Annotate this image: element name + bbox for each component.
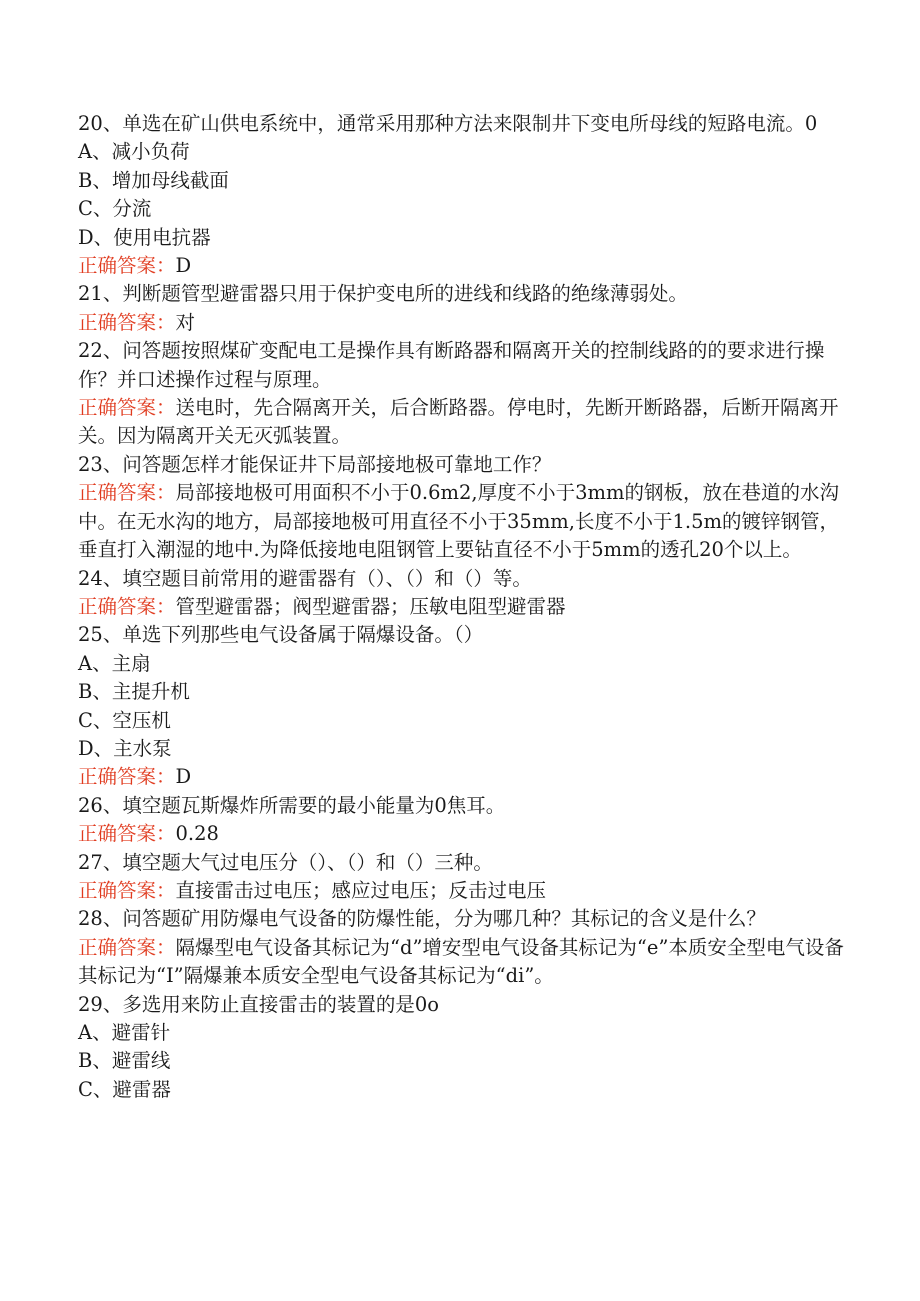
answer-line bbox=[78, 877, 858, 905]
option-item: D、使用电抗器 bbox=[78, 225, 211, 249]
option-item: C、避雷器 bbox=[78, 1077, 171, 1101]
question-stem: 23、问答题怎样才能保证井下局部接地极可靠地工作？ bbox=[78, 452, 552, 476]
answer-line bbox=[78, 763, 858, 791]
option-item: B、避雷线 bbox=[78, 1049, 171, 1073]
option-item: B、主提升机 bbox=[78, 680, 190, 704]
question-stem: 24、填空题目前常用的避雷器有（）、（）和（）等。 bbox=[78, 566, 532, 590]
answer-text: 送电时，先合隔离开关，后合断路器。停电时，先断开断路器，后断开隔离开关。因为隔离开关无灭弧装置。 bbox=[78, 396, 839, 448]
answer-label: 正确答案： bbox=[78, 481, 176, 505]
question-block bbox=[78, 905, 858, 990]
answer-line bbox=[78, 934, 858, 991]
answer-label: 正确答案： bbox=[78, 594, 176, 618]
answer-label: 正确答案： bbox=[78, 878, 176, 902]
answer-line bbox=[78, 820, 858, 848]
question-block bbox=[78, 565, 858, 622]
option-item: A、主扇 bbox=[78, 651, 151, 675]
answer-line bbox=[78, 309, 858, 337]
question-stem: 22、问答题按照煤矿变配电工是操作具有断路器和隔离开关的控制线路的的要求进行操作？并口述操作过程与原理。 bbox=[78, 339, 825, 391]
answer-line bbox=[78, 479, 858, 564]
option-item: A、减小负荷 bbox=[78, 140, 190, 164]
option-item: A、避雷针 bbox=[78, 1021, 171, 1044]
question-stem: 28、问答题矿用防爆电气设备的防爆性能，分为哪几种？其标记的含义是什么？ bbox=[78, 907, 766, 931]
answer-text: 管型避雷器；阀型避雷器；压敏电阻型避雷器 bbox=[175, 594, 566, 618]
answer-line bbox=[78, 593, 858, 621]
answer-text: D bbox=[175, 765, 192, 789]
question-block bbox=[78, 991, 858, 1105]
answer-text: 隔爆型电气设备其标记为“d”增安型电气设备其标记为“e”本质安全型电气设备其标记为“I”隔爆兼本质安全型电气设备其标记为“di”。 bbox=[78, 935, 844, 988]
document-page bbox=[78, 110, 858, 1104]
question-stem: 21、判断题管型避雷器只用于保护变电所的进线和线路的绝缘薄弱处。 bbox=[78, 282, 688, 306]
answer-line bbox=[78, 394, 858, 451]
question-block bbox=[78, 451, 858, 565]
answer-label: 正确答案： bbox=[78, 254, 176, 278]
question-stem: 26、填空题瓦斯爆炸所需要的最小能量为0焦耳。 bbox=[78, 793, 506, 817]
question-stem: 29、多选用来防止直接雷击的装置的是0o bbox=[78, 992, 439, 1016]
question-block bbox=[78, 280, 858, 337]
answer-label: 正确答案： bbox=[78, 822, 176, 846]
answer-line bbox=[78, 252, 858, 280]
question-block bbox=[78, 110, 858, 280]
option-item: B、增加母线截面 bbox=[78, 168, 229, 192]
question-block bbox=[78, 792, 858, 849]
answer-label: 正确答案： bbox=[78, 396, 176, 420]
question-block bbox=[78, 621, 858, 791]
question-block bbox=[78, 337, 858, 451]
question-stem: 27、填空题大气过电压分（）、（）和（）三种。 bbox=[78, 850, 493, 874]
option-item: D、主水泵 bbox=[78, 736, 172, 760]
question-stem: 20、单选在矿山供电系统中，通常采用那种方法来限制井下变电所母线的短路电流。0 bbox=[78, 112, 818, 135]
answer-text: 对 bbox=[175, 310, 196, 334]
option-item: C、分流 bbox=[78, 197, 152, 221]
answer-label: 正确答案： bbox=[78, 765, 176, 789]
answer-label: 正确答案： bbox=[78, 310, 176, 334]
answer-text: 0.28 bbox=[175, 822, 219, 846]
option-item: C、空压机 bbox=[78, 708, 171, 732]
question-block bbox=[78, 849, 858, 906]
answer-text: D bbox=[175, 254, 192, 278]
answer-label: 正确答案： bbox=[78, 935, 176, 959]
question-stem: 25、单选下列那些电气设备属于隔爆设备。（） bbox=[78, 623, 484, 647]
answer-text: 直接雷击过电压；感应过电压；反击过电压 bbox=[175, 878, 547, 902]
answer-text: 局部接地极可用面积不小于0.6m2,厚度不小于3mm的钢板，放在巷道的水沟中。在无水沟的地方，局部接地极可用直径不小于35mm,长度不小于1.5m的镀锌钢管，垂直打入潮湿的地中.为降低接地电阻钢管上要钻直径不小于5mm的透孔20个以上。 bbox=[78, 481, 840, 562]
